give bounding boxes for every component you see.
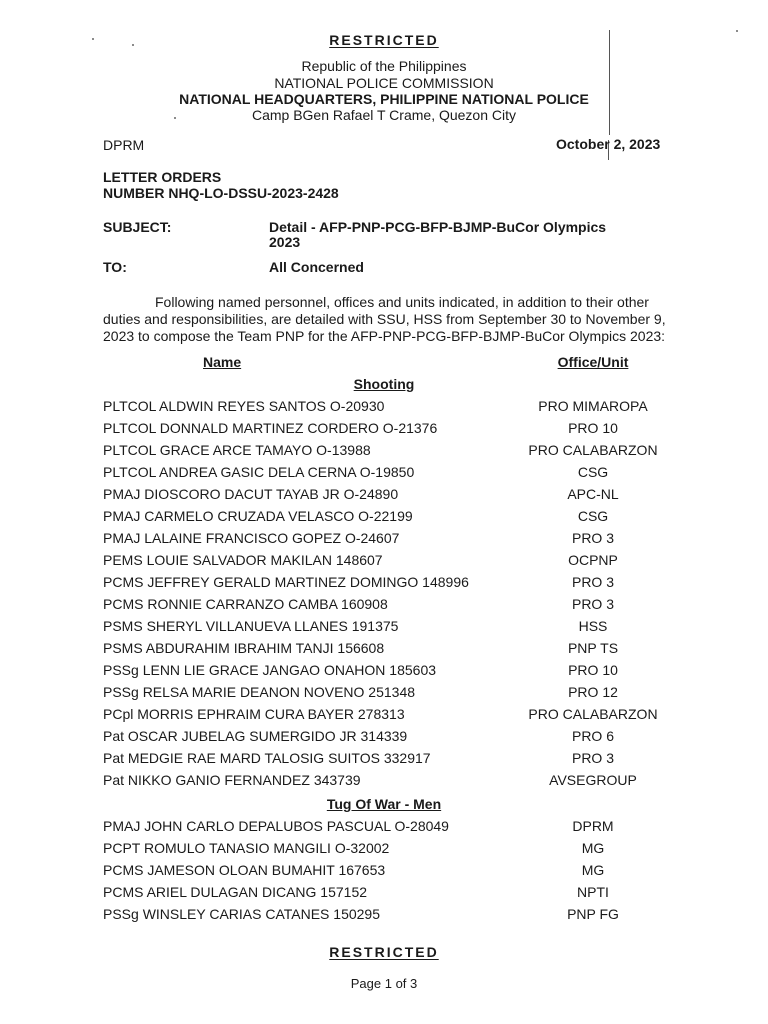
table-row	[103, 750, 673, 772]
table-row	[103, 420, 673, 442]
table-row	[103, 486, 673, 508]
table-row	[103, 884, 673, 906]
personnel-name: Pat NIKKO GANIO FERNANDEZ 343739	[103, 772, 361, 788]
table-row	[103, 772, 673, 794]
personnel-name: PEMS LOUIE SALVADOR MAKILAN 148607	[103, 552, 383, 568]
personnel-name: PLTCOL GRACE ARCE TAMAYO O-13988	[103, 442, 371, 458]
personnel-name: PCMS ARIEL DULAGAN DICANG 157152	[103, 884, 368, 900]
column-header-name: Name	[203, 354, 242, 370]
letter-orders-title: LETTER ORDERS	[103, 169, 222, 185]
office-unit: OCPNP	[568, 552, 618, 568]
camp-line: Camp BGen Rafael T Crame, Quezon City	[251, 107, 517, 123]
office-unit: PRO 3	[571, 750, 614, 766]
office-unit: PNP FG	[567, 906, 619, 922]
personnel-name: Pat MEDGIE RAE MARD TALOSIG SUITOS 332917	[103, 750, 431, 766]
table-row	[103, 442, 673, 464]
personnel-name: PSSg WINSLEY CARIAS CATANES 150295	[103, 906, 381, 922]
table-row	[103, 530, 673, 552]
office-unit: PNP TS	[567, 640, 619, 656]
personnel-name: PCMS JAMESON OLOAN BUMAHIT 167653	[103, 862, 386, 878]
to-label: TO:	[103, 259, 127, 275]
office-unit: PRO MIMAROPA	[538, 398, 648, 414]
office-unit: MG	[581, 862, 605, 878]
office-unit: PRO CALABARZON	[528, 706, 658, 722]
office-unit: MG	[581, 840, 605, 856]
personnel-name: PLTCOL ALDWIN REYES SANTOS O-20930	[103, 398, 385, 414]
office-unit: AVSEGROUP	[549, 772, 637, 788]
table-row	[103, 728, 673, 750]
office-unit: PRO 3	[571, 530, 614, 546]
table-row	[103, 862, 673, 884]
section-title-shooting: Shooting	[353, 376, 415, 392]
restricted-marking-top: RESTRICTED	[329, 32, 439, 48]
office-unit: APC-NL	[567, 486, 619, 502]
letter-orders-number: NUMBER NHQ-LO-DSSU-2023-2428	[103, 185, 339, 201]
subject-line-2: 2023	[269, 234, 301, 250]
personnel-name: PSSg LENN LIE GRACE JANGAO ONAHON 185603	[103, 662, 437, 678]
personnel-name: PCMS RONNIE CARRANZO CAMBA 160908	[103, 596, 388, 612]
personnel-name: Pat OSCAR JUBELAG SUMERGIDO JR 314339	[103, 728, 408, 744]
office-unit: PRO 12	[568, 684, 618, 700]
personnel-name: PSSg RELSA MARIE DEANON NOVENO 251348	[103, 684, 416, 700]
table-row	[103, 552, 673, 574]
table-row	[103, 398, 673, 420]
table-row	[103, 508, 673, 530]
office-unit: DPRM	[572, 818, 614, 834]
table-row	[103, 596, 673, 618]
republic-line: Republic of the Philippines	[301, 58, 467, 74]
body-paragraph: Following named personnel, offices and units indicated, in addition to their other duties and responsibilities, are detailed with SSU, HSS from September 30 to November 9, 2023 to compose the Team PNP for the AFP-PNP-PCG-BFP-BJMP-BuCor Olympics 2023:	[103, 294, 666, 344]
table-row	[103, 906, 673, 928]
to-value: All Concerned	[269, 259, 364, 275]
personnel-name: PMAJ DIOSCORO DACUT TAYAB JR O-24890	[103, 486, 399, 502]
table-row	[103, 840, 673, 862]
table-row	[103, 818, 673, 840]
office-unit: PRO 3	[571, 574, 614, 590]
table-row	[103, 574, 673, 596]
table-row	[103, 618, 673, 640]
subject-label: SUBJECT:	[103, 219, 172, 235]
section-title-tug-of-war-men: Tug Of War - Men	[326, 796, 442, 812]
personnel-name: PCMS JEFFREY GERALD MARTINEZ DOMINGO 148996	[103, 574, 469, 590]
table-row	[103, 464, 673, 486]
office-unit: PRO 10	[568, 420, 618, 436]
office-unit: CSG	[577, 508, 609, 524]
office-unit: CSG	[577, 464, 609, 480]
personnel-name: PMAJ LALAINE FRANCISCO GOPEZ O-24607	[103, 530, 400, 546]
table-row	[103, 640, 673, 662]
personnel-name: PMAJ CARMELO CRUZADA VELASCO O-22199	[103, 508, 413, 524]
document-date: October 2, 2023	[556, 136, 661, 152]
column-header-unit: Office/Unit	[557, 354, 629, 370]
restricted-marking-bottom: RESTRICTED	[329, 944, 439, 960]
office-unit: PRO 3	[571, 596, 614, 612]
personnel-name: PLTCOL DONNALD MARTINEZ CORDERO O-21376	[103, 420, 438, 436]
office-unit: NPTI	[577, 884, 609, 900]
personnel-name: PSMS ABDURAHIM IBRAHIM TANJI 156608	[103, 640, 385, 656]
headquarters-line: NATIONAL HEADQUARTERS, PHILIPPINE NATIONAL POLICE	[179, 91, 589, 107]
subject-line-1: Detail - AFP-PNP-PCG-BFP-BJMP-BuCor Olympics	[269, 219, 607, 235]
table-row	[103, 662, 673, 684]
page-number: Page 1 of 3	[350, 976, 418, 991]
personnel-name: PCPT ROMULO TANASIO MANGILI O-32002	[103, 840, 390, 856]
office-unit: PRO 6	[571, 728, 614, 744]
issuing-office: DPRM	[103, 137, 145, 153]
table-row	[103, 706, 673, 728]
office-unit: PRO 10	[568, 662, 618, 678]
office-unit: HSS	[578, 618, 608, 634]
commission-line: NATIONAL POLICE COMMISSION	[274, 75, 494, 91]
table-row	[103, 684, 673, 706]
personnel-name: PSMS SHERYL VILLANUEVA LLANES 191375	[103, 618, 399, 634]
personnel-name: PCpl MORRIS EPHRAIM CURA BAYER 278313	[103, 706, 405, 722]
personnel-name: PMAJ JOHN CARLO DEPALUBOS PASCUAL O-28049	[103, 818, 449, 834]
office-unit: PRO CALABARZON	[528, 442, 658, 458]
personnel-name: PLTCOL ANDREA GASIC DELA CERNA O-19850	[103, 464, 415, 480]
